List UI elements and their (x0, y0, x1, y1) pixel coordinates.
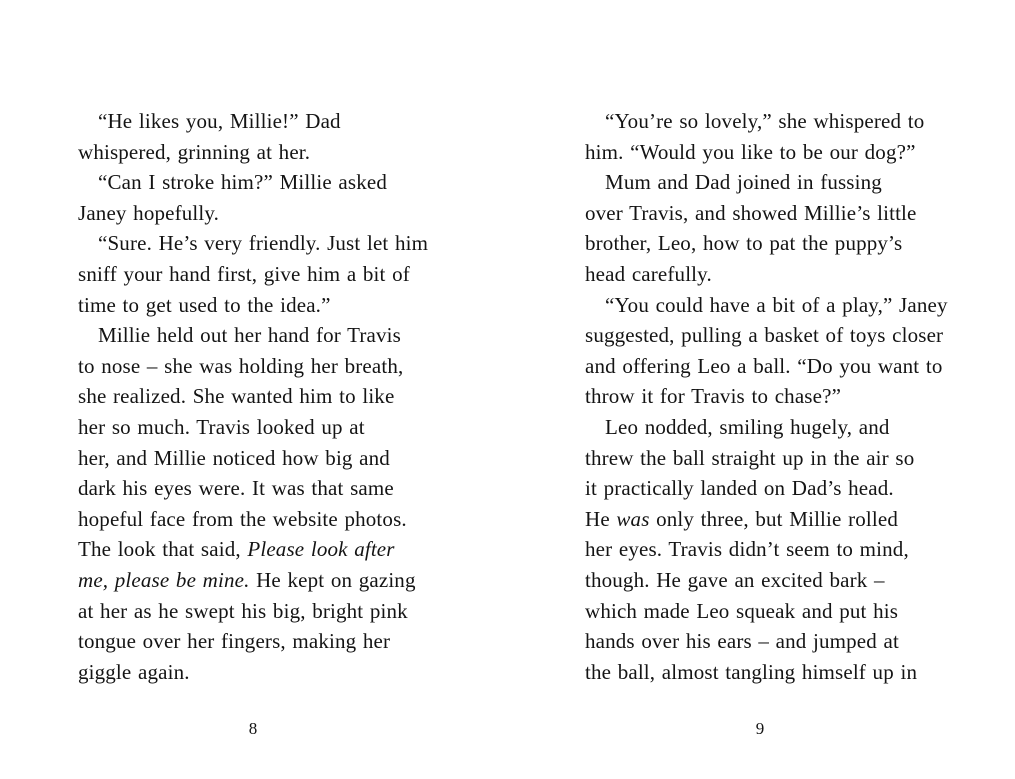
text-line: The look that said, Please look after (78, 537, 395, 562)
text-line: hopeful face from the website photos. (78, 506, 407, 531)
text-line: throw it for Travis to chase?” (585, 384, 842, 409)
text-line: her so much. Travis looked up at (78, 414, 365, 439)
book-page-left (78, 0, 428, 779)
text-line: head carefully. (585, 261, 712, 286)
text-line: dark his eyes were. It was that same (78, 476, 394, 501)
page-right-number: 9 (755, 719, 765, 738)
text-line: Janey hopefully. (78, 200, 220, 225)
text-line: me, please be mine. He kept on gazing (78, 567, 416, 592)
text-line: Millie held out her hand for Travis (98, 323, 401, 348)
text-line: giggle again. (78, 659, 190, 684)
text-line: “Sure. He’s very friendly. Just let him (98, 231, 429, 256)
text-line: threw the ball straight up in the air so (585, 445, 915, 470)
text-line: tongue over her fingers, making her (78, 629, 391, 654)
text-line: Leo nodded, smiling hugely, and (605, 414, 890, 439)
page-right-text (585, 106, 948, 687)
text-line: and offering Leo a ball. “Do you want to (585, 353, 943, 378)
text-line: time to get used to the idea.” (78, 292, 331, 317)
text-line: “You’re so lovely,” she whispered to (605, 109, 925, 133)
page-left-text (78, 106, 428, 687)
text-line: brother, Leo, how to pat the puppy’s (585, 231, 903, 256)
text-line: hands over his ears – and jumped at (585, 629, 899, 654)
text-line: which made Leo squeak and put his (585, 598, 899, 623)
text-line: her eyes. Travis didn’t seem to mind, (585, 537, 909, 562)
text-line: to nose – she was holding her breath, (78, 353, 404, 378)
text-line: whispered, grinning at her. (78, 139, 311, 164)
text-line: her, and Millie noticed how big and (78, 445, 390, 470)
text-line: He was only three, but Millie rolled (585, 506, 898, 531)
text-line: “He likes you, Millie!” Dad (98, 109, 341, 133)
text-line: “Can I stroke him?” Millie asked (98, 170, 387, 195)
text-line: the ball, almost tangling himself up in (585, 659, 918, 684)
text-line: over Travis, and showed Millie’s little (585, 200, 917, 225)
page-left-number: 8 (248, 719, 258, 738)
text-line: it practically landed on Dad’s head. (585, 476, 894, 501)
text-line: “You could have a bit of a play,” Janey (605, 292, 948, 317)
book-page-right (585, 0, 948, 779)
text-line: though. He gave an excited bark – (585, 567, 885, 592)
text-line: suggested, pulling a basket of toys closer (585, 323, 944, 348)
text-line: him. “Would you like to be our dog?” (585, 139, 916, 164)
text-line: at her as he swept his big, bright pink (78, 598, 408, 623)
text-line: she realized. She wanted him to like (78, 384, 395, 409)
text-line: sniff your hand first, give him a bit of (78, 261, 410, 286)
text-line: Mum and Dad joined in fussing (605, 170, 882, 195)
